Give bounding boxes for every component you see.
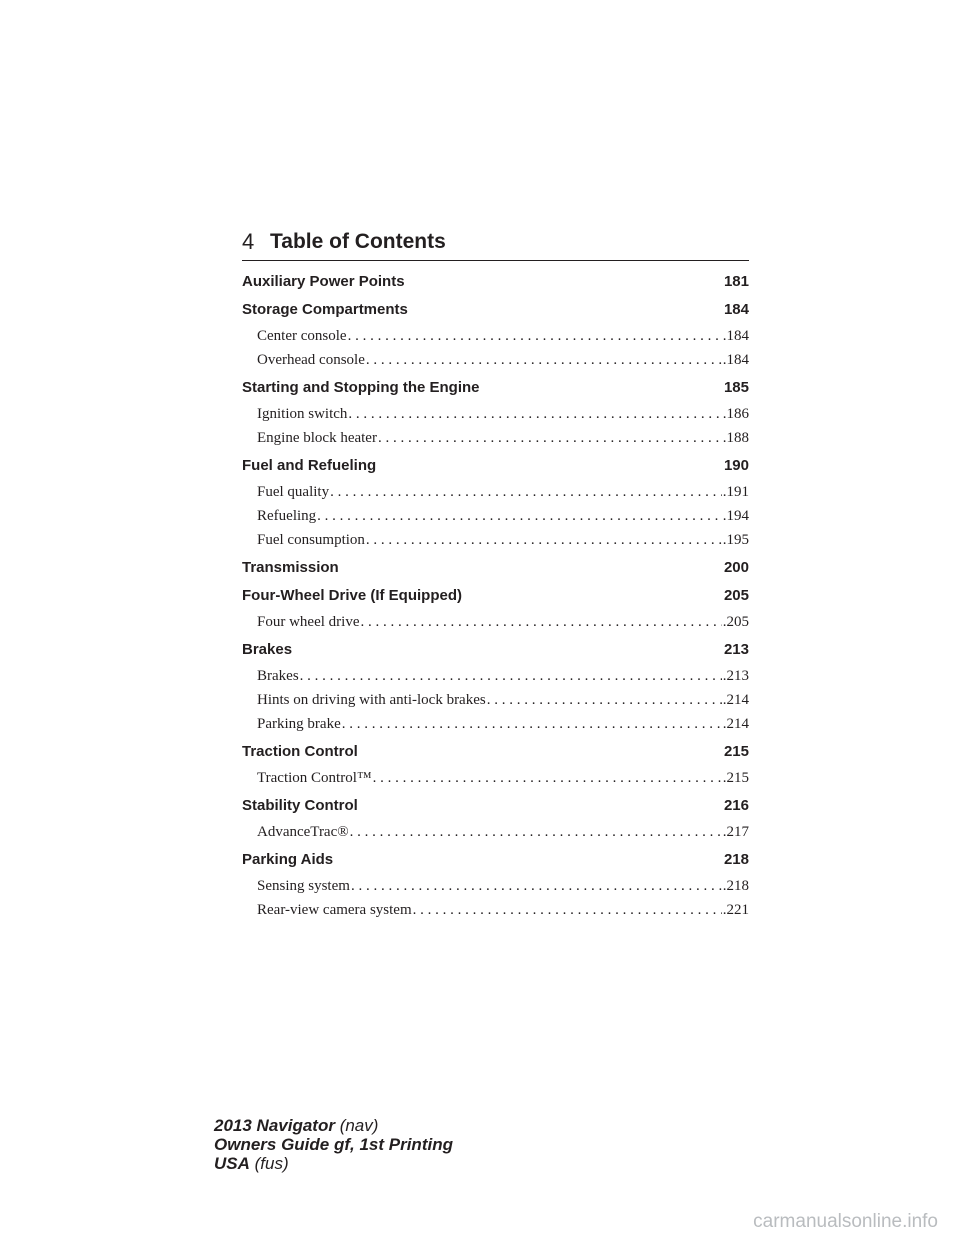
footer-guide: Owners Guide gf, 1st Printing	[214, 1135, 453, 1154]
toc-section-heading[interactable]	[242, 848, 749, 872]
section-page-number: 213	[723, 641, 749, 658]
toc-entry[interactable]	[242, 874, 749, 898]
dot-leader	[300, 664, 722, 688]
toc-entry[interactable]	[242, 766, 749, 790]
entry-label: Overhead console	[257, 352, 365, 368]
toc-section	[242, 298, 749, 372]
entry-page-number: .221	[722, 902, 749, 918]
section-title: Starting and Stopping the Engine	[242, 379, 480, 396]
toc-entry[interactable]	[242, 426, 749, 450]
entry-page-number: .184	[722, 352, 749, 368]
toc-section-heading[interactable]	[242, 638, 749, 662]
page-title: Table of Contents	[270, 230, 446, 253]
page-number: 4	[242, 229, 255, 254]
toc-section	[242, 794, 749, 844]
toc-entry[interactable]	[242, 348, 749, 372]
section-title: Fuel and Refueling	[242, 457, 377, 474]
entry-page-number: .218	[722, 878, 749, 894]
entry-page-number: .194	[722, 508, 749, 524]
entry-page-number: .214	[722, 716, 749, 732]
section-title: Storage Compartments	[242, 301, 408, 318]
dot-leader	[317, 504, 722, 528]
toc-section	[242, 848, 749, 922]
section-page-number: 215	[723, 743, 749, 760]
section-title: Auxiliary Power Points	[242, 273, 405, 290]
entry-label: Four wheel drive	[257, 614, 360, 630]
entry-page-number: .188	[722, 430, 749, 446]
dot-leader	[348, 324, 722, 348]
toc-entry[interactable]	[242, 688, 749, 712]
entry-label: Sensing system	[257, 878, 350, 894]
dot-leader	[378, 426, 722, 450]
entry-label: Traction Control™	[257, 770, 372, 786]
footer-model: 2013 Navigator	[214, 1116, 335, 1135]
table-of-contents	[242, 270, 749, 922]
entry-page-number: .205	[722, 614, 749, 630]
entry-page-number: .213	[722, 668, 749, 684]
toc-section	[242, 454, 749, 552]
dot-leader	[330, 480, 722, 504]
dot-leader	[373, 766, 722, 790]
toc-section-heading[interactable]	[242, 376, 749, 400]
entry-label: Center console	[257, 328, 347, 344]
toc-section-heading[interactable]	[242, 584, 749, 608]
dot-leader	[348, 402, 721, 426]
toc-entry[interactable]	[242, 820, 749, 844]
toc-entry[interactable]	[242, 324, 749, 348]
entry-label: Refueling	[257, 508, 317, 524]
toc-section	[242, 740, 749, 790]
section-title: Stability Control	[242, 797, 358, 814]
toc-entry[interactable]	[242, 402, 749, 426]
entry-page-number: .217	[722, 824, 749, 840]
dot-leader	[350, 820, 722, 844]
print-footer	[214, 1116, 453, 1173]
dot-leader	[366, 348, 722, 372]
entry-label: Engine block heater	[257, 430, 377, 446]
dot-leader	[487, 688, 722, 712]
section-title: Parking Aids	[242, 851, 334, 868]
toc-section	[242, 270, 749, 294]
section-title: Brakes	[242, 641, 293, 658]
entry-label: Fuel consumption	[257, 532, 365, 548]
toc-entry[interactable]	[242, 712, 749, 736]
entry-label: Parking brake	[257, 716, 341, 732]
dot-leader	[360, 610, 721, 634]
toc-section	[242, 556, 749, 580]
dot-leader	[413, 898, 722, 922]
toc-section-heading[interactable]	[242, 794, 749, 818]
dot-leader	[342, 712, 722, 736]
entry-page-number: .215	[722, 770, 749, 786]
section-page-number: 218	[723, 851, 749, 868]
footer-line-guide	[214, 1135, 453, 1154]
entry-page-number: .184	[722, 328, 749, 344]
toc-section-heading[interactable]	[242, 556, 749, 580]
toc-section-heading[interactable]	[242, 270, 749, 294]
toc-section	[242, 376, 749, 450]
toc-entry[interactable]	[242, 610, 749, 634]
entry-label: Ignition switch	[257, 406, 348, 422]
toc-section	[242, 638, 749, 736]
toc-section-heading[interactable]	[242, 298, 749, 322]
dot-leader	[351, 874, 722, 898]
watermark: carmanualsonline.info	[753, 1211, 938, 1232]
entry-label: Rear-view camera system	[257, 902, 412, 918]
toc-section-heading[interactable]	[242, 454, 749, 478]
entry-page-number: .186	[722, 406, 749, 422]
entry-page-number: .191	[722, 484, 749, 500]
toc-section-heading[interactable]	[242, 740, 749, 764]
footer-market: USA	[214, 1154, 250, 1173]
footer-line-model	[214, 1116, 453, 1135]
section-page-number: 184	[723, 301, 749, 318]
footer-line-market	[214, 1154, 453, 1173]
entry-label: AdvanceTrac®	[257, 824, 349, 840]
section-page-number: 216	[723, 797, 749, 814]
section-page-number: 205	[723, 587, 749, 604]
section-title: Four-Wheel Drive (If Equipped)	[242, 587, 462, 604]
section-title: Traction Control	[242, 743, 358, 760]
dot-leader	[366, 528, 722, 552]
entry-label: Hints on driving with anti-lock brakes	[257, 692, 486, 708]
toc-entry[interactable]	[242, 898, 749, 922]
toc-entry[interactable]	[242, 504, 749, 528]
section-page-number: 185	[723, 379, 749, 396]
entry-page-number: .214	[722, 692, 749, 708]
entry-label: Brakes	[257, 668, 299, 684]
toc-entry[interactable]	[242, 480, 749, 504]
entry-label: Fuel quality	[257, 484, 330, 500]
section-title: Transmission	[242, 559, 339, 576]
section-page-number: 200	[723, 559, 749, 576]
section-page-number: 190	[723, 457, 749, 474]
toc-entry[interactable]	[242, 528, 749, 552]
toc-entry[interactable]	[242, 664, 749, 688]
toc-section	[242, 584, 749, 634]
section-page-number: 181	[723, 273, 749, 290]
page-header	[242, 228, 749, 261]
footer-market-code: (fus)	[254, 1154, 289, 1173]
footer-model-code: (nav)	[339, 1116, 379, 1135]
entry-page-number: .195	[722, 532, 749, 548]
